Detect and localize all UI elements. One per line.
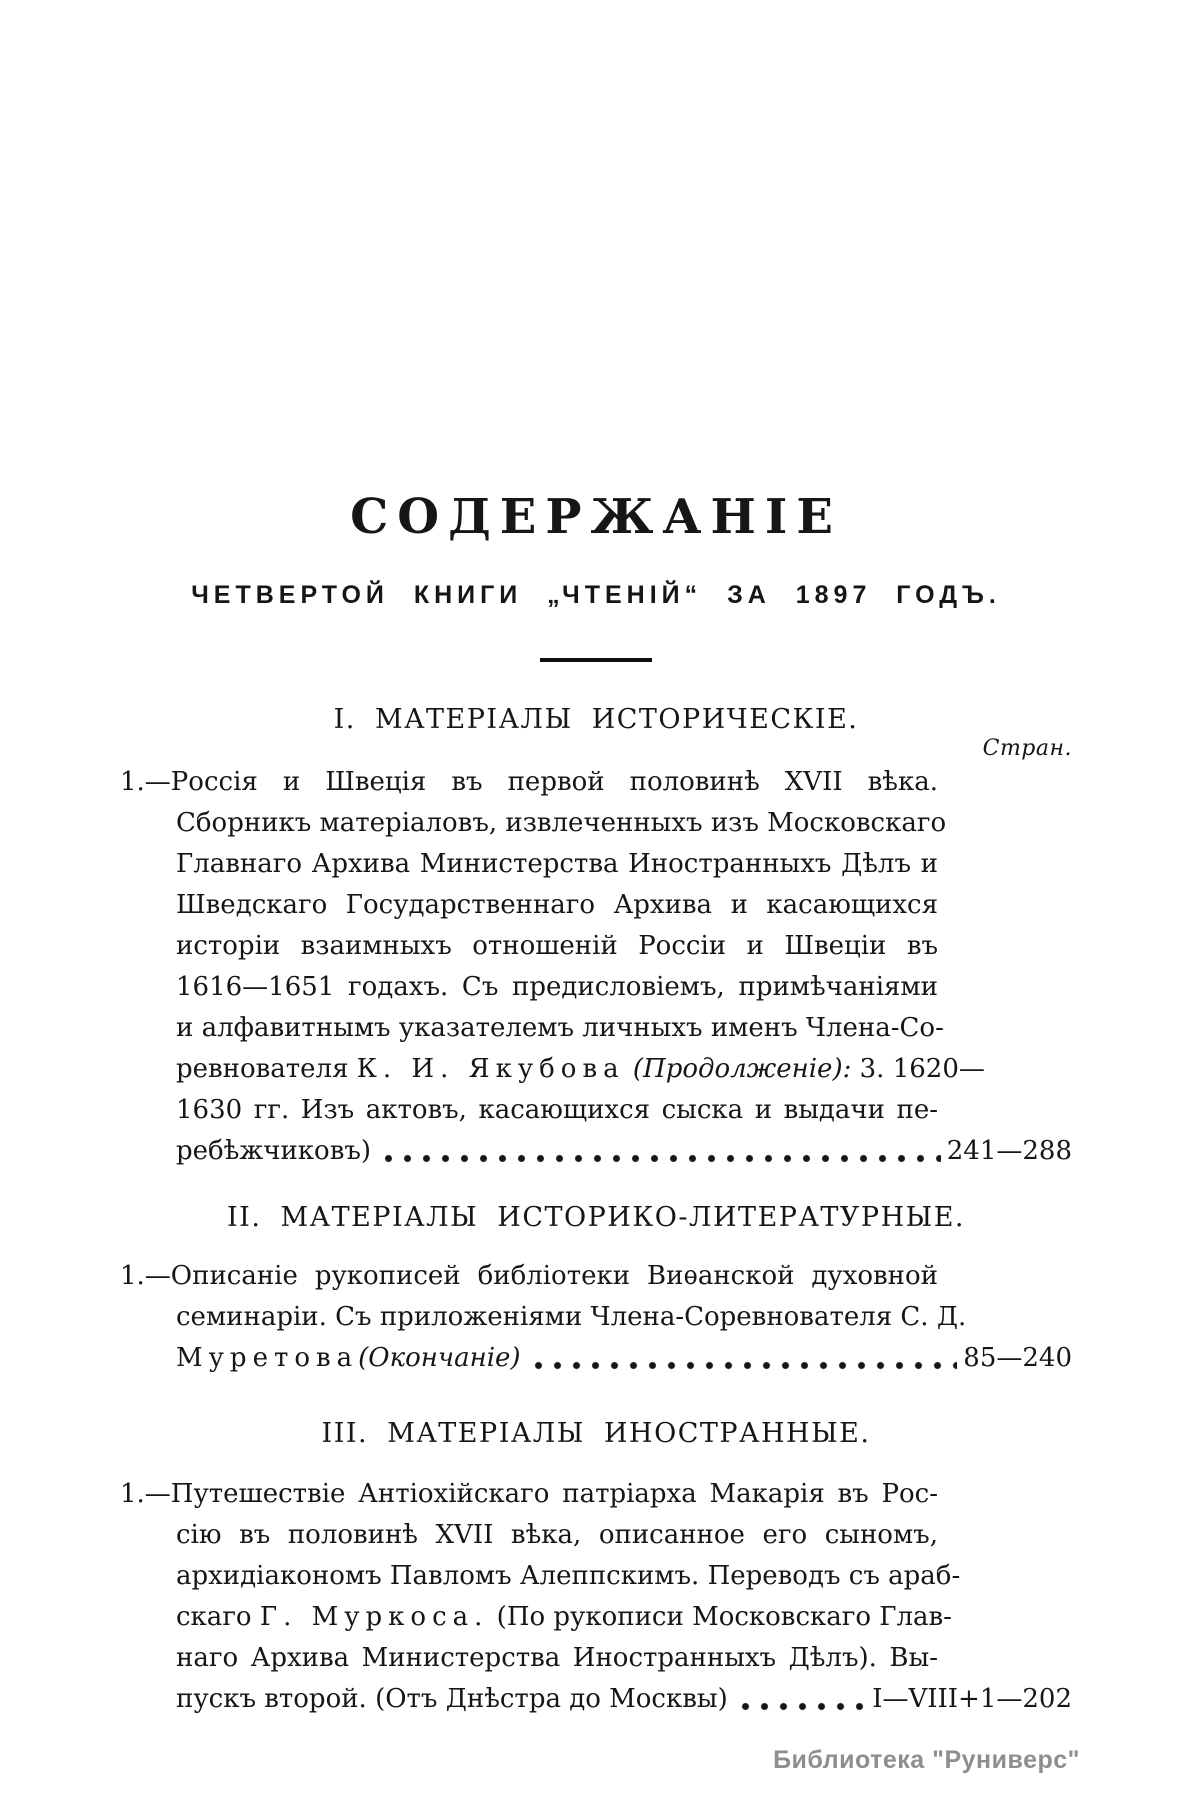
page-subtitle: ЧЕТВЕРТОЙ КНИГИ „ЧТЕНІЙ“ ЗА 1897 ГОДЪ. xyxy=(191,581,1001,609)
toc-entry-3 xyxy=(120,1474,1072,1720)
section-heading-2: II. МАТЕРІАЛЫ ИСТОРИКО-ЛИТЕРАТУРНЫЕ. xyxy=(227,1202,965,1233)
entry-last-line xyxy=(176,1131,1072,1172)
entry-line: 1.—Путешествіе Антіохійскаго патріарха Макарія въ Рос- xyxy=(120,1479,938,1509)
page-title: СОДЕРЖАНІЕ xyxy=(350,489,842,545)
section-heading-1: I. МАТЕРІАЛЫ ИСТОРИЧЕСКІЕ. xyxy=(333,704,859,735)
entry-text: (По рукописи Московскаго Глав- xyxy=(496,1602,952,1632)
entry-line: Сборникъ матеріаловъ, извлеченныхъ изъ Московскаго xyxy=(176,808,947,838)
dot-leader xyxy=(379,1154,941,1163)
entry-line: сію въ половинѣ XVII вѣка, описанное его сыномъ, xyxy=(176,1520,938,1550)
dot-leader xyxy=(529,1361,958,1370)
entry-line: 1616—1651 годахъ. Съ предисловіемъ, примѣчаніями xyxy=(176,972,938,1002)
toc-entry-2 xyxy=(120,1256,1072,1379)
entry-line: Шведскаго Государственнаго Архива и касающихся xyxy=(176,890,938,920)
entry-line: Главнаго Архива Министерства Иностранныхъ Дѣлъ и xyxy=(176,849,938,879)
entry-last-line xyxy=(176,1338,1072,1379)
page-range: 85—240 xyxy=(963,1343,1072,1373)
dot-leader xyxy=(736,1702,866,1711)
entry-line: архидіакономъ Павломъ Алеппскимъ. Переводъ съ араб- xyxy=(176,1561,961,1591)
page-range: I—VIII+1—202 xyxy=(872,1684,1072,1714)
entry-line: исторіи взаимныхъ отношеній Россіи и Швеціи въ xyxy=(176,931,938,961)
entry-line: и алфавитнымъ указателемъ личныхъ именъ Члена-Со- xyxy=(176,1013,944,1043)
section-heading-3: III. МАТЕРІАЛЫ ИНОСТРАННЫЕ. xyxy=(321,1418,871,1449)
entry-text: скаго xyxy=(176,1602,252,1632)
entry-text: 3. 1620— xyxy=(859,1054,985,1084)
entry-line: 1630 гг. Изъ актовъ, касающихся сыска и выдачи пе- xyxy=(176,1095,938,1125)
entry-last-line xyxy=(176,1679,1072,1720)
library-watermark: Библиотека "Руниверс" xyxy=(773,1746,1080,1774)
entry-text: ребѣжчиковъ) xyxy=(176,1136,372,1166)
entry-note: (Продолженіе): xyxy=(632,1054,852,1084)
entry-text: пускъ второй. (Отъ Днѣстра до Москвы) xyxy=(176,1684,728,1714)
entry-line: 1.—Россія и Швеція въ первой половинѣ XVII вѣка. xyxy=(120,767,938,797)
entry-line xyxy=(176,1597,952,1638)
entry-note: (Окончаніе) xyxy=(358,1343,521,1373)
title-divider xyxy=(540,658,652,662)
toc-entry-1 xyxy=(120,762,1072,1172)
translator-name: Г. Муркоса. xyxy=(259,1602,489,1632)
entry-line: семинаріи. Съ приложеніями Члена-Соревнователя С. Д. xyxy=(176,1302,967,1332)
page-range: 241—288 xyxy=(946,1136,1072,1166)
entry-line: 1.—Описаніе рукописей библіотеки Виѳанской духовной xyxy=(120,1261,938,1291)
author-name: Муретова xyxy=(176,1343,359,1373)
entry-line xyxy=(176,1049,985,1090)
entry-line: наго Архива Министерства Иностранныхъ Дѣлъ). Вы- xyxy=(176,1643,938,1673)
entry-text: ревнователя xyxy=(176,1054,349,1084)
pages-column-label: Стран. xyxy=(982,736,1072,761)
author-name: К. И. Якубова xyxy=(356,1054,625,1084)
